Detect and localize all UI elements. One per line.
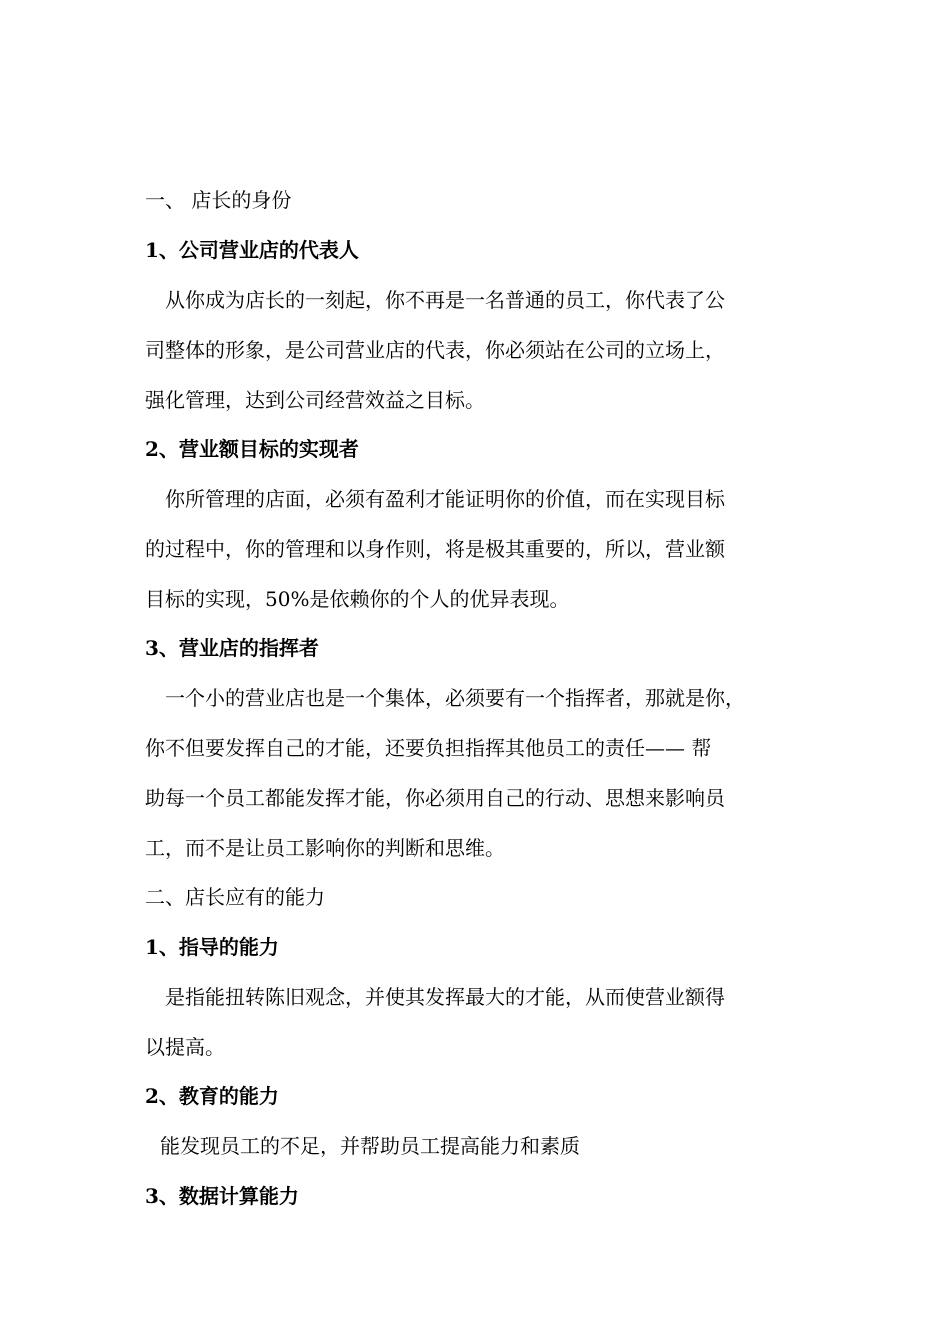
subheading: 3、营业店的指挥者 bbox=[145, 636, 319, 660]
subheading: 2、营业额目标的实现者 bbox=[145, 437, 359, 461]
body-text-line: 工，而不是让员工影响你的判断和思维。 bbox=[145, 836, 505, 860]
subheading: 3、数据计算能力 bbox=[145, 1184, 299, 1208]
body-text-line: 以提高。 bbox=[145, 1035, 225, 1059]
section-heading: 二、店长应有的能力 bbox=[145, 885, 325, 909]
body-text-line: 司整体的形象，是公司营业店的代表，你必须站在公司的立场上， bbox=[145, 338, 725, 362]
body-text-line: 的过程中，你的管理和以身作则，将是极其重要的，所以，营业额 bbox=[145, 537, 725, 561]
body-text-line: 从你成为店长的一刻起，你不再是一名普通的员工，你代表了公 bbox=[165, 288, 725, 312]
body-text-line: 目标的实现，50%是依赖你的个人的优异表现。 bbox=[145, 587, 570, 611]
body-text-line: 一个小的营业店也是一个集体，必须要有一个指挥者，那就是你， bbox=[165, 686, 745, 710]
body-text-line: 你不但要发挥自己的才能，还要负担指挥其他员工的责任—— 帮 bbox=[145, 736, 712, 760]
section-heading: 一、 店长的身份 bbox=[145, 188, 292, 212]
subheading: 1、指导的能力 bbox=[145, 935, 279, 959]
body-text-line: 能发现员工的不足，并帮助员工提高能力和素质 bbox=[160, 1134, 580, 1158]
body-text-line: 强化管理，达到公司经营效益之目标。 bbox=[145, 388, 485, 412]
body-text-line: 助每一个员工都能发挥才能，你必须用自己的行动、思想来影响员 bbox=[145, 786, 725, 810]
body-text-line: 你所管理的店面，必须有盈利才能证明你的价值，而在实现目标 bbox=[165, 487, 725, 511]
subheading: 2、教育的能力 bbox=[145, 1084, 279, 1108]
subheading: 1、公司营业店的代表人 bbox=[145, 238, 359, 262]
body-text-line: 是指能扭转陈旧观念，并使其发挥最大的才能，从而使营业额得 bbox=[165, 985, 725, 1009]
